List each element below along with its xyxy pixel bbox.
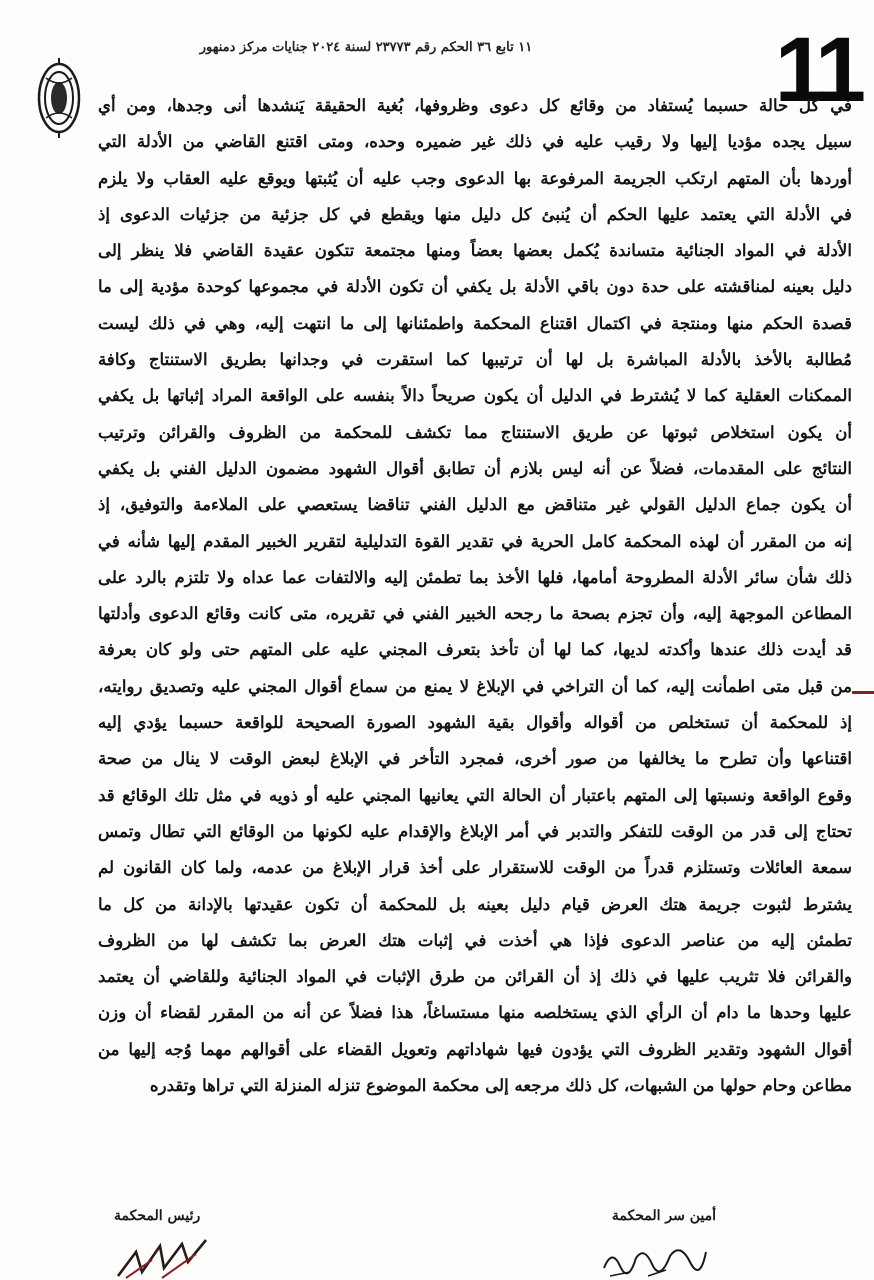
- body-line: في الأدلة التي يعتمد عليها الحكم أن يُنبئ كل دليل منها ويقطع في كل جزئية من جزئيات الدعوى إذ: [98, 203, 852, 224]
- body-line: يشترط لثبوت جريمة هتك العرض قيام دليل بعينه بل للمحكمة أن تكون عقيدتها بالإدانة من كل ما: [98, 893, 852, 914]
- body-line: تحتاج إلى قدر من الوقت للتفكر والتدبر في أمر الإبلاغ والإقدام عليه لكونها من الوقائع التي تطال وتمس: [98, 820, 852, 841]
- margin-mark: [852, 691, 874, 694]
- body-line: وقوع الواقعة ونسبتها إلى المتهم باعتبار أن الحالة التي يعانيها المجني عليه أو ذويه في مثل تلك الوقائع قد: [98, 784, 852, 805]
- body-line: النتائج على المقدمات، فضلاً عن أنه ليس بلازم أن تطابق أقوال الشهود مضمون الدليل الفني بل يكفي: [98, 457, 852, 478]
- case-header: ١١ تابع ٣٦ الحكم رقم ٢٣٧٧٣ لسنة ٢٠٢٤ جنايات مركز دمنهور: [199, 40, 533, 55]
- body-line: في كل حالة حسبما يُستفاد من وقائع كل دعوى وظروفها، بُغية الحقيقة يَنشدها أنى وجدها، ومن أي: [98, 95, 852, 115]
- body-line: سمعة العائلات وتستلزم قدراً من الوقت للاستقرار على أخذ قرار الإبلاغ من عدمه، ولما كان القانون لم: [98, 857, 852, 878]
- body-line: دليل بعينه لمناقشته على حدة دون باقي الأدلة بل يكفي أن تكون الأدلة في مجموعها كوحدة مؤدية إلى ما: [98, 276, 852, 297]
- body-line: تطمئن إليه من عناصر الدعوى فإذا هي أخذت في إثبات هتك العرض بما تكشف لها من الظروف: [98, 929, 852, 950]
- body-line: أن يكون استخلاص ثبوتها عن طريق الاستنتاج مما تكشف للمحكمة من الظروف والقرائن وترتيب: [98, 421, 852, 442]
- body-line: الممكنات العقلية كما لا يُشترط في الدليل أن يكون صريحاً دالاً بنفسه على الواقعة المراد إثباتها بل يكفي: [98, 385, 852, 406]
- body-line: مُطالبة بالأخذ بالأدلة المباشرة بل لها أن ترتيبها كما استقرت في وجدانها بطريق الاستنتاج وكافة: [98, 349, 852, 370]
- clerk-signature-label: أمين سر المحكمة: [611, 1208, 716, 1224]
- judgment-body: [98, 87, 852, 1103]
- clerk-signature-icon: [600, 1228, 710, 1280]
- body-line: أقوال الشهود وتقدير الظروف التي يؤدون فيها شهاداتهم وتعويل القضاء على أقوالهم مهما وُجه إليها من: [98, 1038, 852, 1059]
- body-line: والقرائن فلا تثريب عليها في ذلك إذ أن القرائن من طرق الإثبات في المواد الجنائية وللقاضي أن يعتمد: [98, 966, 852, 987]
- body-line: قصدة الحكم منها ومنتجة في اكتمال اقتناع المحكمة واطمئنانها إلى ما انتهت إليه، وهي في ذلك ليست: [98, 312, 852, 333]
- body-line: ذلك شأن سائر الأدلة المطروحة أمامها، فلها الأخذ بما تطمئن إليه والالتفات عما عداه ولا تلتزم بالرد على: [98, 566, 852, 587]
- body-line: إنه من المقرر أن لهذه المحكمة كامل الحرية في تقدير القوة التدليلية لتقرير الخبير المقدم إليها شأنه في: [98, 530, 852, 551]
- court-seal-icon: [34, 58, 84, 138]
- judge-signature-label: رئيس المحكمة: [114, 1208, 201, 1224]
- body-line: سبيل يجده مؤديا إليها ولا رقيب عليه في ذلك غير ضميره وحده، ومتى اقتنع القاضي من الأدلة التي: [98, 131, 852, 152]
- body-line: مطاعن وحام حولها من الشبهات، كل ذلك مرجعه إلى محكمة الموضوع تنزله المنزلة التي تراها وتقدره: [149, 1075, 852, 1096]
- judge-signature-icon: [112, 1232, 212, 1280]
- body-line: من قبل متى اطمأنت إليه، كما أن التراخي في الإبلاغ لا يمنع من سماع أقوال المجني عليه وتصديق روايته،: [98, 675, 852, 696]
- page-number: 11: [774, 19, 860, 121]
- body-line: اقتناعها وأن تطرح ما يخالفها من صور أخرى، فمجرد التأخر في الإبلاغ لبعض الوقت لا ينال من صحة: [98, 748, 852, 769]
- body-line: الأدلة في المواد الجنائية متساندة يُكمل بعضها بعضاً ومنها مجتمعة تتكون عقيدة القاضي فلا ينظر إلى: [98, 240, 852, 261]
- body-line: أن يكون جماع الدليل القولي غير متناقض مع الدليل الفني تناقضا يستعصي على الملاءمة والتوفيق، إذ: [98, 494, 852, 515]
- body-line: قد أيدت ذلك عندها وأكدته لديها، كما لها أن تأخذ بتعرف المجني عليه على المتهم حتى ولو كان بعرفة: [98, 639, 852, 660]
- body-line: عليها وحدها ما دام أن الرأي الذي يستخلصه منها مستساغاً، هذا فضلاً عن أنه من المقرر لقضاء أن وزن: [98, 1002, 852, 1023]
- body-line: إذ للمحكمة أن تستخلص من أقواله وأقوال بقية الشهود الصورة الصحيحة للواقعة حسبما يؤدي إليه: [98, 712, 852, 733]
- body-line: أوردها بأن المتهم ارتكب الجريمة المرفوعة بها الدعوى وجب عليه أن يُثبتها ويوقع عليه العقاب ولا يلزم: [98, 167, 852, 188]
- body-line: المطاعن الموجهة إليه، وأن تجزم بصحة ما رجحه الخبير الفني في تقريره، متى كانت وقائع الدعوى وأدلتها: [98, 603, 852, 624]
